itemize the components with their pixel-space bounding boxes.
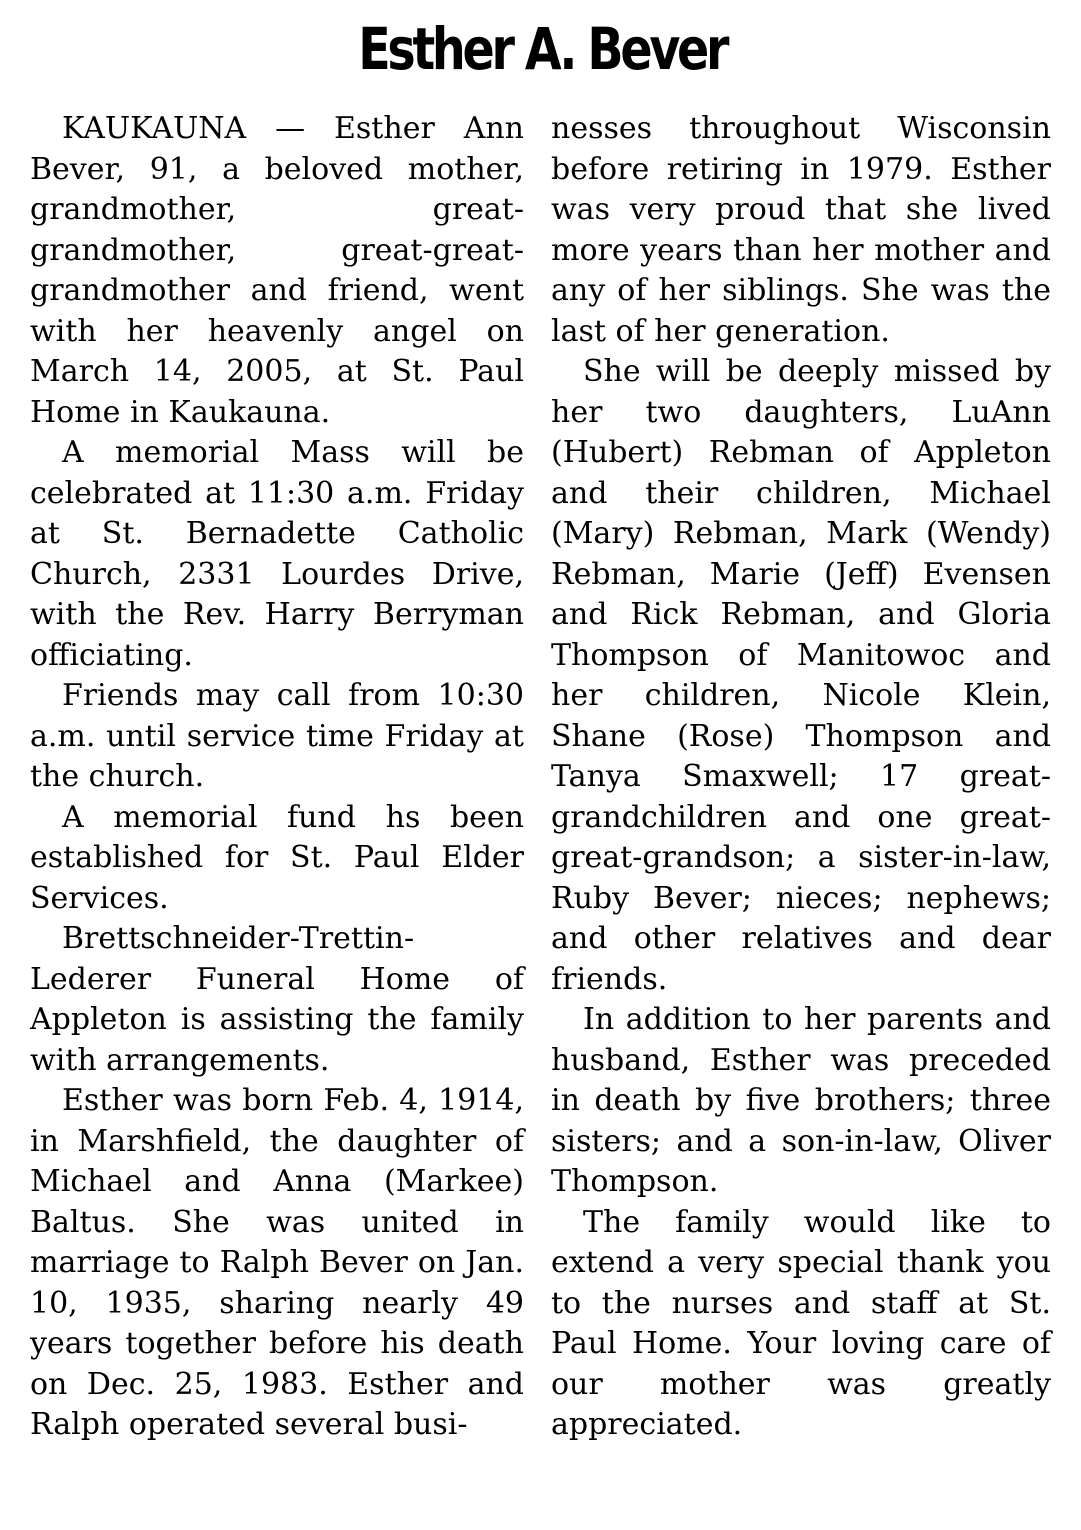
- paragraph-preceded-in-death: In addition to her parents and husband, Esther was preceded in death by five brothers; three sisters; and a son-in-law, Oliver Thompson.: [551, 1002, 1051, 1199]
- obituary-headline: Esther A. Bever: [358, 15, 727, 83]
- paragraph-intro: KAUKAUNA — Esther Ann Bever, 91, a beloved mother, grandmother, great-grandmother, great-great-grandmother and friend, went with her heavenly angel on March 14, 2005, at St. Paul Home in Kaukauna.: [30, 111, 524, 430]
- right-column: [551, 109, 1051, 1446]
- paragraph-biography-continued: nesses throughout Wisconsin before retiring in 1979. Esther was very proud that she lived more years than her mother and any of her siblings. She was the last of her generation.: [551, 111, 1051, 349]
- paragraph-biography: Esther was born Feb. 4, 1914, in Marshfield, the daughter of Michael and Anna (Markee) Baltus. She was united in marriage to Ralph Bever on Jan. 10, 1935, sharing nearly 49 years together before his death on Dec. 25, 1983. Esther and Ralph operated several busi-: [30, 1083, 524, 1442]
- paragraph-memorial-fund: A memorial fund hs been established for St. Paul Elder Services.: [30, 799, 524, 916]
- paragraph-survivors: She will be deeply missed by her two daughters, LuAnn (Hubert) Rebman of Appleton and their children, Michael (Mary) Rebman, Mark (Wendy) Rebman, Marie (Jeff) Evensen and Rick Rebman, and Gloria Thompson of Manitowoc and her children, Nicole Klein, Shane (Rose) Thompson and Tanya Smaxwell; 17 great-grandchildren and one great-great-grandson; a sister-in-law, Ruby Bever; nieces; nephews; and other relatives and dear friends.: [551, 354, 1051, 997]
- paragraph-memorial-mass: A memorial Mass will be celebrated at 11:30 a.m. Friday at St. Bernadette Catholic Church, 2331 Lourdes Drive, with the Rev. Harry Berryman officiating.: [30, 435, 524, 673]
- paragraph-funeral-home: Brettschneider-Trettin-Lederer Funeral Home of Appleton is assisting the family with arrangements.: [30, 921, 524, 1078]
- paragraph-visitation: Friends may call from 10:30 a.m. until service time Friday at the church.: [30, 678, 524, 794]
- paragraph-thanks: The family would like to extend a very special thank you to the nurses and staff at St. Paul Home. Your loving care of our mother was greatly appreciated.: [551, 1204, 1051, 1442]
- left-column: [30, 109, 524, 1446]
